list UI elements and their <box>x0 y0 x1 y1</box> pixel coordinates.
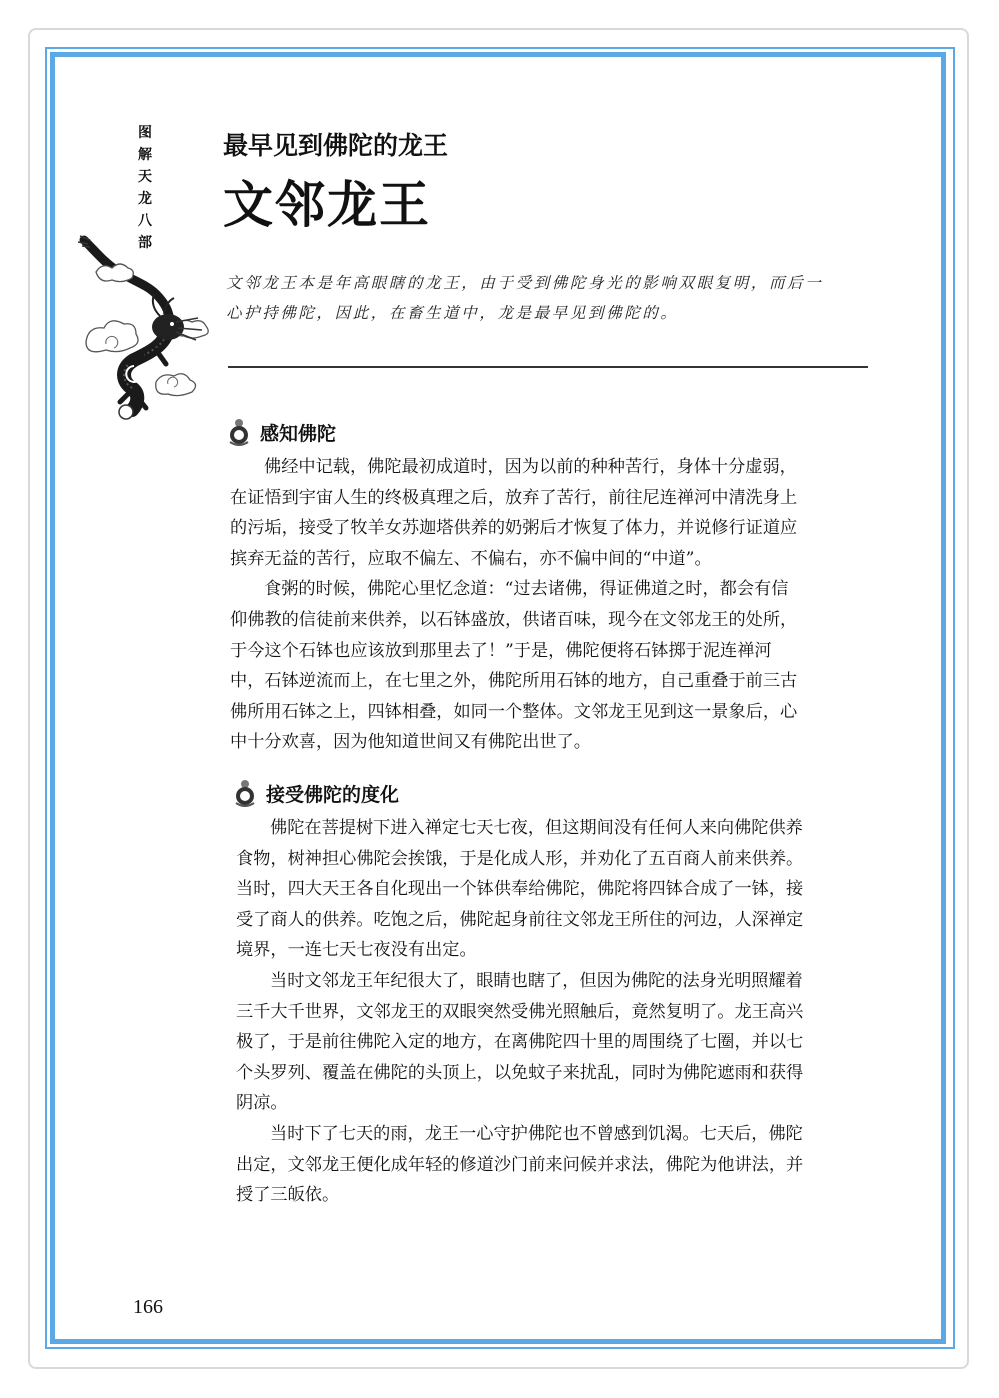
body-line: 中，石钵逆流而上，在七里之外，佛陀所用石钵的地方，自己重叠于前三古 <box>230 671 798 692</box>
body-line: 极了，于是前往佛陀入定的地方，在离佛陀四十里的周围绕了七圈，并以七 <box>236 1032 804 1053</box>
body-line: 的污垢，接受了牧羊女苏迦塔供养的奶粥后才恢复了体力，并说修行证道应 <box>230 518 798 539</box>
body-line: 于今这个石钵也应该放到那里去了！”于是，佛陀便将石钵掷于泥连禅河 <box>230 640 772 661</box>
section-divider <box>228 366 868 368</box>
series-title-char: 部 <box>138 235 152 251</box>
section-heading-1 <box>226 418 336 446</box>
intro-line: 心护持佛陀，因此，在畜生道中，龙是最早见到佛陀的。 <box>226 304 679 322</box>
body-line: 食物，树神担心佛陀会挨饿，于是化成人形，并劝化了五百商人前来供养。 <box>236 848 804 869</box>
series-title-char: 图 <box>138 125 152 141</box>
section-2-body <box>236 813 803 1211</box>
body-line: 佛所用石钵之上，四钵相叠，如同一个整体。文邻龙王见到这一景象后，心 <box>230 701 798 722</box>
intro-line: 文邻龙王本是年高眼瞎的龙王，由于受到佛陀身光的影响双眼复明，而后一 <box>226 274 824 292</box>
body-line: 境界，一连七天七夜没有出定。 <box>236 940 477 961</box>
intro-paragraph <box>226 268 871 328</box>
section-heading-text: 感知佛陀 <box>260 422 337 445</box>
body-line: 受了商人的供养。吃饱之后，佛陀起身前往文邻龙王所住的河边，人深禅定 <box>236 909 804 930</box>
body-line: 中十分欢喜，因为他知道世间又有佛陀出世了。 <box>230 732 591 753</box>
body-line: 当时下了七天的雨，龙王一心守护佛陀也不曾感到饥渴。七天后，佛陀 <box>270 1123 803 1144</box>
body-line: 佛陀在菩提树下进入禅定七天七夜，但这期间没有任何人来向佛陀供养 <box>270 818 803 838</box>
page-title: 文邻龙王 <box>223 175 431 234</box>
lotus-figure-icon <box>232 779 258 807</box>
series-title-char: 解 <box>138 147 152 163</box>
body-line: 阴凉。 <box>236 1093 288 1114</box>
body-line: 授了三皈依。 <box>236 1185 340 1206</box>
series-title-char: 八 <box>138 213 152 229</box>
page-number: 166 <box>133 1296 163 1318</box>
series-title-char: 天 <box>138 169 152 185</box>
section-1-body <box>230 452 797 758</box>
body-line: 佛经中记载，佛陀最初成道时，因为以前的种种苦行，身体十分虚弱， <box>264 457 797 477</box>
section-heading-text: 接受佛陀的度化 <box>266 783 400 806</box>
body-line: 出定，文邻龙王便化成年轻的修道沙门前来问候并求法，佛陀为他讲法，并 <box>236 1154 804 1175</box>
lotus-figure-icon <box>226 418 252 446</box>
body-line: 当时文邻龙王年纪很大了，眼睛也瞎了，但因为佛陀的法身光明照耀着 <box>270 970 803 991</box>
body-line: 当时，四大天王各自化现出一个钵供奉给佛陀，佛陀将四钵合成了一钵，接 <box>236 879 804 900</box>
series-title-char: 龙 <box>138 191 152 207</box>
body-line: 摈弃无益的苦行，应取不偏左、不偏右，亦不偏中间的“中道”。 <box>230 548 712 569</box>
body-line: 三千大千世界，文邻龙王的双眼突然受佛光照触后，竟然复明了。龙王高兴 <box>236 1001 804 1022</box>
body-line: 在证悟到宇宙人生的终极真理之后，放弃了苦行，前往尼连禅河中清洗身上 <box>230 487 798 508</box>
body-line: 仰佛教的信徒前来供养，以石钵盛放，供诸百味，现今在文邻龙王的处所， <box>230 609 798 630</box>
dragon-illustration <box>76 232 221 422</box>
section-heading-2 <box>232 779 399 807</box>
body-line: 食粥的时候，佛陀心里忆念道：“过去诸佛，得证佛道之时，都会有信 <box>264 579 789 600</box>
body-line: 个头罗列、覆盖在佛陀的头顶上，以免蚊子来扰乱，同时为佛陀遮雨和获得 <box>236 1062 804 1083</box>
page-subtitle: 最早见到佛陀的龙王 <box>223 131 449 160</box>
